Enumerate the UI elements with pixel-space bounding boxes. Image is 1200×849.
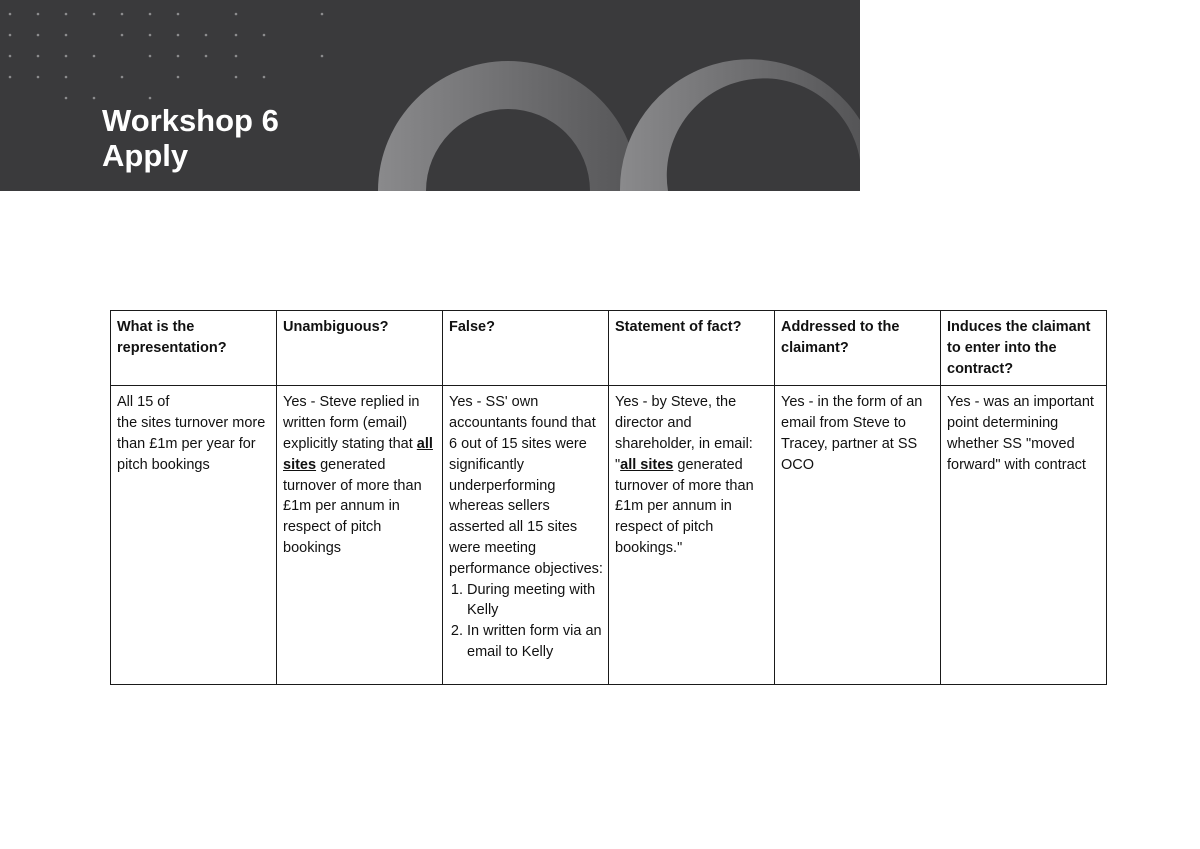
representation-line-2: the sites turnover more than £1m per year for pitch bookings <box>117 415 266 473</box>
cell-addressed <box>775 386 941 685</box>
title-line-1: Workshop 6 <box>102 103 279 138</box>
column-header-induces: Induces the claimant to enter into the contract? <box>941 311 1107 386</box>
induces-text: Yes - was an important point determining whether SS "moved forward" with contract <box>947 394 1094 473</box>
list-item: 2. In written form via an email to Kelly <box>467 621 603 663</box>
fact-quote-open: " <box>615 456 621 473</box>
column-header-representation: What is the representation? <box>111 311 277 386</box>
cell-statement-of-fact <box>609 386 775 685</box>
unambiguous-text-before: Yes - Steve replied in written form (email) explicitly stating that <box>283 394 420 452</box>
dot-pattern <box>9 13 324 100</box>
fact-text-after: generated turnover of more than £1m per annum in respect of pitch bookings." <box>615 456 754 556</box>
fact-intro: Yes - by Steve, the director and shareholder, in email: <box>615 394 753 452</box>
cell-false <box>443 386 609 685</box>
column-header-false: False? <box>443 311 609 386</box>
cell-induces <box>941 386 1107 685</box>
table-row <box>111 386 1107 685</box>
header-banner <box>0 0 860 191</box>
column-header-addressed: Addressed to the claimant? <box>775 311 941 386</box>
column-header-statement-of-fact: Statement of fact? <box>609 311 775 386</box>
representation-line-1: All 15 of <box>117 394 170 411</box>
column-header-unambiguous: Unambiguous? <box>277 311 443 386</box>
unambiguous-emphasis: all sites <box>283 435 433 473</box>
cell-unambiguous <box>277 386 443 685</box>
representation-table <box>110 310 1107 685</box>
list-item: 1. During meeting with Kelly <box>467 580 603 622</box>
table-header-row <box>111 311 1107 386</box>
title-line-2: Apply <box>102 138 189 173</box>
fact-emphasis: all sites <box>620 456 674 473</box>
false-intro: Yes - SS' own accountants found that 6 out of 15 sites were significantly underperforming whereas sellers asserted all 15 sites were meeting performance objectives: <box>449 394 603 577</box>
arc-shapes <box>378 59 860 191</box>
addressed-text: Yes - in the form of an email from Steve to Tracey, partner at SS OCO <box>781 394 923 473</box>
false-list <box>449 580 603 663</box>
cell-representation <box>111 386 277 685</box>
page-title <box>102 103 279 173</box>
unambiguous-text-after: generated turnover of more than £1m per annum in respect of pitch bookings <box>283 456 422 556</box>
